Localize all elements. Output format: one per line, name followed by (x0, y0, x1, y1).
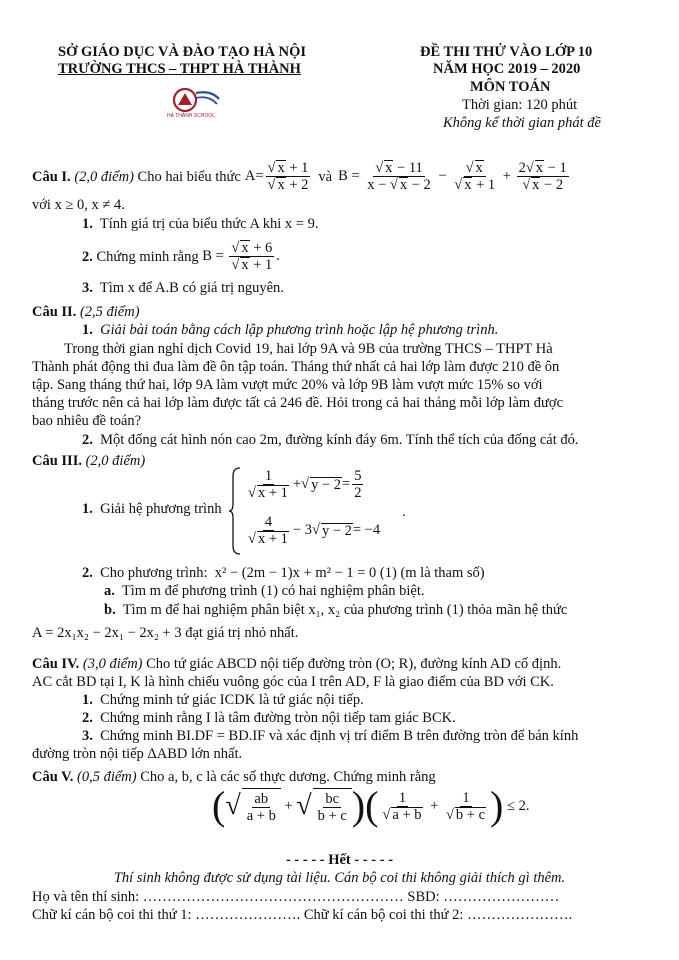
q1-label: Câu I. (32, 168, 71, 185)
proctor-signature-line: Chữ kí cán bộ coi thi thứ 1: …………………. Chữ kí cán bộ coi thi thứ 2: …………………. (32, 907, 573, 923)
q3-part1: 1. Giải hệ phương trình (82, 501, 222, 517)
time-note: Không kể thời gian phát đề (443, 115, 601, 131)
q1-points: (2,0 điểm) (74, 168, 134, 185)
q4-line1: Câu IV. (3,0 điểm) Cho tứ giác ABCD nội tiếp đường tròn (O; R), đường kính AD cố định. (32, 656, 562, 672)
q2-text-line: Trong thời gian nghỉ dịch Covid 19, hai lớp 9A và 9B của trường THCS – THPT Hà (64, 341, 553, 357)
q3-part2: 2. Cho phương trình: x² − (2m − 1)x + m² − 1 = 0 (1) (m là tham số) (82, 565, 485, 581)
q2-text-line: tháng trước nên cả hai lớp làm được tất cả 246 đề. Hỏi trong cả hai tháng mỗi lớp làm được (32, 395, 563, 411)
q3-header: Câu III. (2,0 điểm) (32, 453, 146, 469)
inequality: ( √ $\frac{ab}{a + b}$ + √ $\frac{bc}{b + c}$ ) ( 1 √ a + b + 1 √ b + c ) ≤ 2. (212, 786, 529, 826)
q1-and: và (318, 168, 333, 185)
q4-part2: 2. Chứng minh rằng I là tâm đường tròn nội tiếp tam giác BCK. (82, 710, 456, 726)
q1-intro-line (32, 160, 571, 193)
q3-part2b-cont: A = 2x₁x₂ − 2x₁ − 2x₂ + 3 đạt giá trị nhỏ nhất. (32, 625, 299, 641)
q2-text-line: tập. Sang tháng thứ hai, lớp 9A làm vượt mức 20% và lớp 9B làm vượt mức 15% so với (32, 377, 543, 393)
q4-part1: 1. Chứng minh tứ giác ICDK là tứ giác nội tiếp. (82, 692, 364, 708)
q2-header: Câu II. (2,5 điểm) (32, 304, 140, 320)
q4-part3: 3. Chứng minh BI.DF = BD.IF và xác định vị trí điểm B trên đường tròn để bán kính (82, 728, 579, 744)
q2-text-line: bao nhiêu đề toán? (32, 413, 142, 429)
q5-line: Câu V. (0,5 điểm) Cho a, b, c là các số thực dương. Chứng minh rằng (32, 769, 436, 785)
footer-note: Thí sinh không được sử dụng tài liệu. Cán bộ coi thi không giải thích gì thêm. (113, 870, 566, 886)
q2-part1: 1. Giải bài toán bằng cách lập phương trình hoặc lập hệ phương trình. (82, 322, 499, 338)
subject: MÔN TOÁN (470, 79, 551, 95)
q1-part3: 3. Tìm x để A.B có giá trị nguyên. (82, 280, 284, 296)
q1-intro: Cho hai biểu thức (137, 168, 241, 185)
q2-text-line: Thành phát động thi đua làm đề ôn tập toán. Tháng thứ nhất cả hai lớp làm được 210 đề ôn (32, 359, 560, 375)
q4-part3-cont: đường tròn nội tiếp ΔABD lớn nhất. (32, 746, 243, 762)
equation-2: 4 √ x + 1 − 3 √ y − 2 = −4 (244, 514, 380, 547)
system-of-equations: 1 √ x + 1 + √ y − 2 = $\frac{5}{2}$ 4 √ x + 1 − 3 √ y − 2 = −4 . (228, 466, 408, 556)
q1-condition: với x ≥ 0, x ≠ 4. (32, 197, 125, 213)
q2-part2: 2. Một đống cát hình nón cao 2m, đường kính đáy 6m. Tính thể tích của đống cát đó. (82, 432, 579, 448)
q1-part1: 1. Tính giá trị của biểu thức A khi x = 9. (82, 216, 319, 232)
candidate-name-line: Họ và tên thí sinh: ……………………………………………… SBD: …………………… (32, 889, 560, 905)
end-marker: - - - - - Hết - - - - - (285, 852, 394, 868)
q3-part2a: a. Tìm m để phương trình (1) có hai nghiệm phân biệt. (104, 583, 425, 599)
school-name: TRƯỜNG THCS – THPT HÀ THÀNH (58, 61, 301, 77)
expr-b: B = √ $\frac{x - 11}{x - √ x - 2}$ − √ x √ x + 1 + 2√ x − 1 √ x − 2 (338, 160, 571, 193)
logo-text: HÀ THÀNH SCHOOL (167, 113, 215, 119)
q1-part2: 2. Chứng minh rằng B = √ x + 6 √ x + 1 . (82, 240, 280, 273)
expr-a: A= √ x + 1 √ x + 2 (245, 160, 313, 193)
dept-name: SỞ GIÁO DỤC VÀ ĐÀO TẠO HÀ NỘI (58, 44, 307, 60)
equation-1: 1 √ x + 1 + √ y − 2 = $\frac{5}{2}$ (244, 468, 365, 501)
q3-part2b: b. Tìm m để hai nghiệm phân biệt x₁, x₂ của phương trình (1) thỏa mãn hệ thức (104, 602, 568, 618)
exam-title: ĐỀ THI THỬ VÀO LỚP 10 (420, 44, 593, 60)
exam-time: Thời gian: 120 phút (462, 97, 578, 113)
q4-line2: AC cắt BD tại I, K là hình chiếu vuông góc của I trên AD, F là giao điểm của BD với CK. (32, 674, 554, 690)
school-logo (163, 87, 223, 127)
school-year: NĂM HỌC 2019 – 2020 (433, 61, 581, 77)
